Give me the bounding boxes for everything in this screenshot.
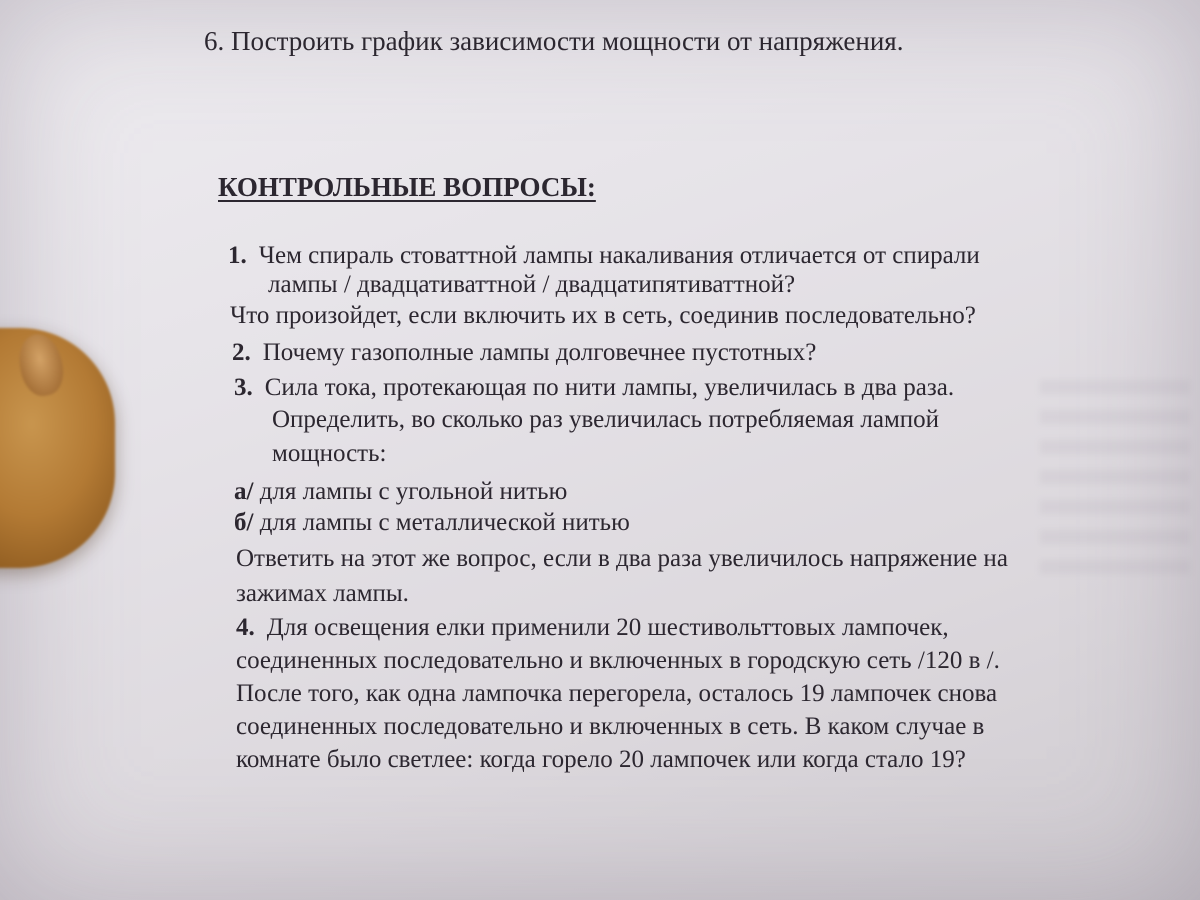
question-1-line-2: лампы / двадцативаттной / двадцатипятиваттной? <box>268 271 796 298</box>
option-a-text: для лампы с угольной нитью <box>259 478 568 505</box>
question-4-line-1 <box>236 614 949 642</box>
option-b-label: б/ <box>234 509 254 536</box>
question-3-line-4: Ответить на этот же вопрос, если в два раза увеличилось напряжение на <box>236 545 1008 572</box>
question-3-option-b <box>234 509 630 537</box>
question-3-number: 3. <box>234 374 253 401</box>
question-3-line-5: зажимах лампы. <box>236 580 409 607</box>
question-2-text: Почему газополные лампы долговечнее пустотных? <box>262 339 817 366</box>
question-4-line-4: соединенных последовательно и включенных в сеть. В каком случае в <box>236 713 985 740</box>
question-3-text: Сила тока, протекающая по нити лампы, увеличилась в два раза. <box>264 374 955 401</box>
question-4-line-2: соединенных последовательно и включенных в городскую сеть /120 в /. <box>236 647 1000 674</box>
question-1-text: Чем спираль стоваттной лампы накаливания отличается от спирали <box>258 242 980 269</box>
item-6 <box>204 26 903 57</box>
section-heading: КОНТРОЛЬНЫЕ ВОПРОСЫ: <box>218 172 596 202</box>
question-3-option-a <box>234 478 567 506</box>
item-6-text: Построить график зависимости мощности от напряжения. <box>231 26 904 56</box>
question-3-line-3: мощность: <box>272 440 387 467</box>
question-1-line-1 <box>228 242 980 270</box>
item-6-number: 6. <box>204 26 225 56</box>
option-a-label: а/ <box>234 478 254 505</box>
question-1-number: 1. <box>228 242 247 269</box>
question-2-number: 2. <box>232 339 251 366</box>
question-1-line-3: Что произойдет, если включить их в сеть, соединив последовательно? <box>230 302 976 329</box>
question-4-number: 4. <box>236 614 255 641</box>
question-4-line-5: комнате было светлее: когда горело 20 лампочек или когда стало 19? <box>236 746 966 773</box>
show-through-text <box>1040 380 1190 580</box>
question-2 <box>232 339 816 367</box>
option-b-text: для лампы с металлической нитью <box>259 509 630 536</box>
question-3-line-2: Определить, во сколько раз увеличилась потребляемая лампой <box>272 406 940 433</box>
question-4-line-3: После того, как одна лампочка перегорела, осталось 19 лампочек снова <box>236 680 998 707</box>
question-3-line-1 <box>234 374 954 402</box>
question-4-text: Для освещения елки применили 20 шестивольттовых лампочек, <box>266 614 949 641</box>
